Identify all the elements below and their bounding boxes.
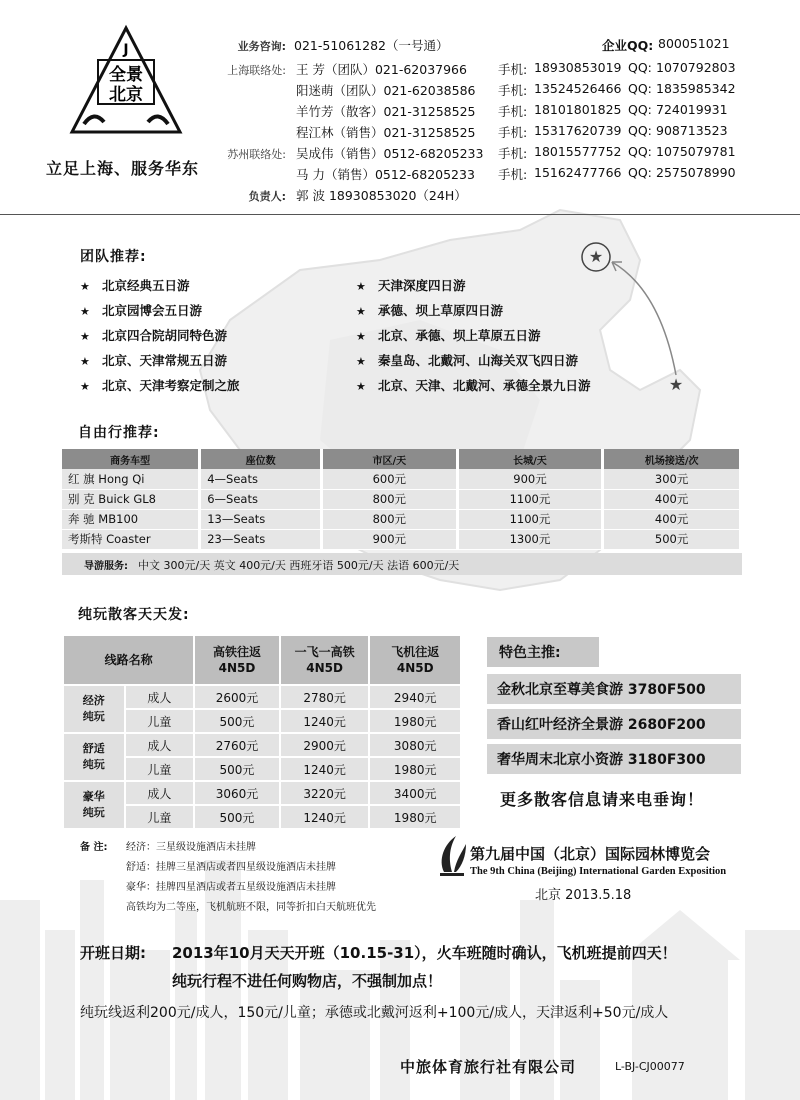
tour-item: ★ 秦皇岛、北戴河、山海关双飞四日游 bbox=[356, 353, 579, 368]
seats-cell: 4—Seats bbox=[200, 469, 322, 489]
shanghai-label: 上海联络处: bbox=[227, 64, 286, 77]
mobile-label: 手机: bbox=[498, 167, 528, 182]
price-cell: 1980元 bbox=[369, 709, 461, 733]
price-cell: 3220元 bbox=[280, 781, 370, 805]
table-header: 座位数 bbox=[200, 449, 322, 469]
corp-qq-label: 企业QQ: bbox=[602, 38, 654, 53]
more-info-text: 更多散客信息请来电垂询！ bbox=[500, 790, 705, 809]
free-travel-title: 自由行推荐: bbox=[78, 425, 160, 441]
airport-price-cell: 500元 bbox=[603, 529, 741, 549]
table-header: 长城/天 bbox=[457, 449, 603, 469]
qq-label: QQ: bbox=[628, 144, 652, 159]
manager-contact: 郭 波 18930853020（24H） bbox=[296, 188, 467, 203]
passenger-type: 成人 bbox=[125, 733, 195, 757]
table-row bbox=[62, 509, 741, 529]
shanghai-contact-mobile: 13524526466 bbox=[534, 81, 622, 96]
table-row bbox=[62, 489, 741, 509]
price-cell: 2940元 bbox=[369, 685, 461, 709]
open-date-text: 2013年10月天天开班（10.15-31），火车班随时确认，飞机班提前四天！ bbox=[172, 944, 677, 962]
table-header: 飞机往返 4N5D bbox=[369, 635, 461, 685]
vehicle-cell: 奔 驰 MB100 bbox=[62, 509, 200, 529]
shanghai-contact-qq: 1835985342 bbox=[656, 81, 736, 96]
price-cell: 2600元 bbox=[194, 685, 280, 709]
price-cell: 3060元 bbox=[194, 781, 280, 805]
tour-item: ★ 北京四合院胡同特色游 bbox=[80, 328, 228, 343]
qq-label: QQ: bbox=[628, 60, 652, 75]
shanghai-contact-name: 阳迷萌（团队）021-62038586 bbox=[296, 83, 476, 98]
city-price-cell: 800元 bbox=[321, 509, 457, 529]
seats-cell: 23—Seats bbox=[200, 529, 322, 549]
table-row bbox=[62, 529, 741, 549]
tier-label: 舒适 纯玩 bbox=[63, 733, 125, 781]
beijing-star-icon: ★ bbox=[588, 247, 604, 266]
qq-label: QQ: bbox=[628, 102, 652, 117]
suzhou-contact-name: 吴成伟（销售）0512-68205233 bbox=[296, 146, 484, 161]
price-cell: 500元 bbox=[194, 709, 280, 733]
guide-service-bar bbox=[62, 553, 742, 575]
note-line: 舒适：挂牌三星酒店或者四星级设施酒店未挂牌 bbox=[126, 862, 336, 873]
greatwall-price-cell: 1100元 bbox=[457, 489, 603, 509]
mobile-label: 手机: bbox=[498, 125, 528, 140]
shanghai-contact-qq: 724019931 bbox=[656, 102, 728, 117]
price-cell: 1240元 bbox=[280, 757, 370, 781]
star-icon: ★ bbox=[356, 355, 366, 368]
shanghai-contact-mobile: 18101801825 bbox=[534, 102, 622, 117]
star-icon: ★ bbox=[80, 380, 90, 393]
qq-label: QQ: bbox=[628, 165, 652, 180]
star-icon: ★ bbox=[356, 280, 366, 293]
seats-cell: 13—Seats bbox=[200, 509, 322, 529]
table-row bbox=[62, 469, 741, 489]
price-cell: 2900元 bbox=[280, 733, 370, 757]
passenger-type: 儿童 bbox=[125, 757, 195, 781]
tier-label: 豪华 纯玩 bbox=[63, 781, 125, 829]
suzhou-label: 苏州联络处: bbox=[227, 148, 286, 161]
note-line: 经济：三星级设施酒店未挂牌 bbox=[126, 842, 256, 853]
vehicle-cell: 红 旗 Hong Qi bbox=[62, 469, 200, 489]
note-line: 豪华：挂牌四星酒店或者五星级设施酒店未挂牌 bbox=[126, 882, 336, 893]
star-icon: ★ bbox=[356, 380, 366, 393]
shanghai-contact-name: 羊竹芳（散客）021-31258525 bbox=[296, 104, 476, 119]
star-icon: ★ bbox=[356, 330, 366, 343]
star-icon: ★ bbox=[80, 305, 90, 318]
tour-item: ★ 北京园博会五日游 bbox=[80, 303, 203, 318]
greatwall-price-cell: 1100元 bbox=[457, 509, 603, 529]
tier-label: 经济 纯玩 bbox=[63, 685, 125, 733]
passenger-type: 儿童 bbox=[125, 709, 195, 733]
note-line: 高铁均为二等座，飞机航班不限，同等折扣白天航班优先 bbox=[126, 902, 376, 913]
guide-prices: 中文 300元/天 英文 400元/天 西班牙语 500元/天 法语 600元/天 bbox=[138, 559, 460, 572]
mobile-label: 手机: bbox=[498, 62, 528, 77]
license-number: L-BJ-CJ00077 bbox=[615, 1060, 685, 1073]
shanghai-contact-name: 王 芳（团队）021-62037966 bbox=[296, 62, 467, 77]
featured-title: 特色主推: bbox=[487, 637, 599, 667]
price-cell: 2780元 bbox=[280, 685, 370, 709]
table-row bbox=[63, 685, 461, 709]
business-label: 业务咨询: bbox=[237, 40, 286, 53]
shanghai-contact-qq: 908713523 bbox=[656, 123, 728, 138]
suzhou-contact-name: 马 力（销售）0512-68205233 bbox=[296, 167, 475, 182]
company-logo bbox=[68, 24, 184, 136]
featured-item: 香山红叶经济全景游 2680F200 bbox=[487, 709, 741, 739]
tour-item: ★ 承德、坝上草原四日游 bbox=[356, 303, 504, 318]
city-price-cell: 600元 bbox=[321, 469, 457, 489]
expo-title-en: The 9th China (Beijing) International Garden Exposition bbox=[470, 866, 727, 877]
star-icon: ★ bbox=[80, 330, 90, 343]
route-header: 线路名称 bbox=[63, 635, 194, 685]
star-icon: ★ bbox=[356, 305, 366, 318]
passenger-type: 儿童 bbox=[125, 805, 195, 829]
svg-text:北京: 北京 bbox=[109, 85, 143, 105]
vehicle-cell: 别 克 Buick GL8 bbox=[62, 489, 200, 509]
greatwall-price-cell: 1300元 bbox=[457, 529, 603, 549]
tour-item: ★ 北京、天津、北戴河、承德全景九日游 bbox=[356, 378, 591, 393]
table-row bbox=[63, 781, 461, 805]
qq-label: QQ: bbox=[628, 123, 652, 138]
table-header: 机场接送/次 bbox=[603, 449, 741, 469]
seats-cell: 6—Seats bbox=[200, 489, 322, 509]
price-cell: 1980元 bbox=[369, 805, 461, 829]
shanghai-contact-mobile: 18930853019 bbox=[534, 60, 622, 75]
star-icon: ★ bbox=[80, 280, 90, 293]
shanghai-contact-mobile: 15317620739 bbox=[534, 123, 622, 138]
mobile-label: 手机: bbox=[498, 146, 528, 161]
price-cell: 1980元 bbox=[369, 757, 461, 781]
suzhou-contact-mobile: 15162477766 bbox=[534, 165, 622, 180]
featured-item: 奢华周末北京小资游 3180F300 bbox=[487, 744, 741, 774]
guide-label: 导游服务: bbox=[84, 561, 128, 572]
shanghai-contact-qq: 1070792803 bbox=[656, 60, 736, 75]
scatter-price-table bbox=[62, 634, 462, 830]
price-cell: 2760元 bbox=[194, 733, 280, 757]
tour-item: ★ 北京、天津考察定制之旅 bbox=[80, 378, 240, 393]
expo-date: 北京 2013.5.18 bbox=[535, 888, 632, 903]
suzhou-contact-qq: 2575078990 bbox=[656, 165, 736, 180]
vehicle-cell: 考斯特 Coaster bbox=[62, 529, 200, 549]
price-cell: 3080元 bbox=[369, 733, 461, 757]
suzhou-contact-qq: 1075079781 bbox=[656, 144, 736, 159]
tour-item: ★ 北京经典五日游 bbox=[80, 278, 190, 293]
mobile-label: 手机: bbox=[498, 83, 528, 98]
qq-label: QQ: bbox=[628, 81, 652, 96]
manager-label: 负责人: bbox=[248, 190, 286, 203]
slogan: 立足上海、服务华东 bbox=[46, 159, 200, 178]
business-phone: 021-51061282（一号通） bbox=[294, 38, 449, 53]
table-header: 市区/天 bbox=[321, 449, 457, 469]
table-row bbox=[63, 733, 461, 757]
table-header: 一飞一高铁 4N5D bbox=[280, 635, 370, 685]
airport-price-cell: 400元 bbox=[603, 489, 741, 509]
company-name: 中旅体育旅行社有限公司 bbox=[400, 1058, 577, 1076]
mobile-label: 手机: bbox=[498, 104, 528, 119]
open-date-label: 开班日期: bbox=[80, 944, 146, 962]
price-cell: 500元 bbox=[194, 805, 280, 829]
rebate-text: 纯玩线返利200元/成人，150元/儿童；承德或北戴河返利+100元/成人，天津返利+50元/成人 bbox=[80, 1005, 669, 1021]
airport-price-cell: 300元 bbox=[603, 469, 741, 489]
city-price-cell: 800元 bbox=[321, 489, 457, 509]
price-cell: 3400元 bbox=[369, 781, 461, 805]
price-cell: 1240元 bbox=[280, 805, 370, 829]
shanghai-contact-name: 程江林（销售）021-31258525 bbox=[296, 125, 476, 140]
scatter-title: 纯玩散客天天发: bbox=[78, 607, 190, 623]
star-icon: ★ bbox=[80, 355, 90, 368]
passenger-type: 成人 bbox=[125, 781, 195, 805]
garden-expo-logo bbox=[436, 832, 468, 878]
notes-label: 备 注: bbox=[80, 842, 108, 853]
svg-text:J: J bbox=[123, 42, 129, 58]
suzhou-contact-mobile: 18015577752 bbox=[534, 144, 622, 159]
tour-item: ★ 北京、承德、坝上草原五日游 bbox=[356, 328, 541, 343]
city-price-cell: 900元 bbox=[321, 529, 457, 549]
group-title: 团队推荐: bbox=[80, 249, 147, 265]
price-cell: 500元 bbox=[194, 757, 280, 781]
tour-item: ★ 北京、天津常规五日游 bbox=[80, 353, 228, 368]
table-header: 高铁往返 4N5D bbox=[194, 635, 280, 685]
shanghai-star-icon: ★ bbox=[668, 375, 684, 394]
airport-price-cell: 400元 bbox=[603, 509, 741, 529]
vehicle-table bbox=[62, 449, 742, 550]
header-divider bbox=[0, 214, 800, 215]
price-cell: 1240元 bbox=[280, 709, 370, 733]
corp-qq: 800051021 bbox=[658, 36, 730, 51]
featured-item: 金秋北京至尊美食游 3780F500 bbox=[487, 674, 741, 704]
tour-item: ★ 天津深度四日游 bbox=[356, 278, 466, 293]
expo-title-cn: 第九届中国（北京）国际园林博览会 bbox=[470, 845, 711, 863]
svg-text:全景: 全景 bbox=[109, 65, 143, 85]
no-shopping-text: 纯玩行程不进任何购物店，不强制加点！ bbox=[172, 972, 443, 990]
table-header: 商务车型 bbox=[62, 449, 200, 469]
passenger-type: 成人 bbox=[125, 685, 195, 709]
greatwall-price-cell: 900元 bbox=[457, 469, 603, 489]
